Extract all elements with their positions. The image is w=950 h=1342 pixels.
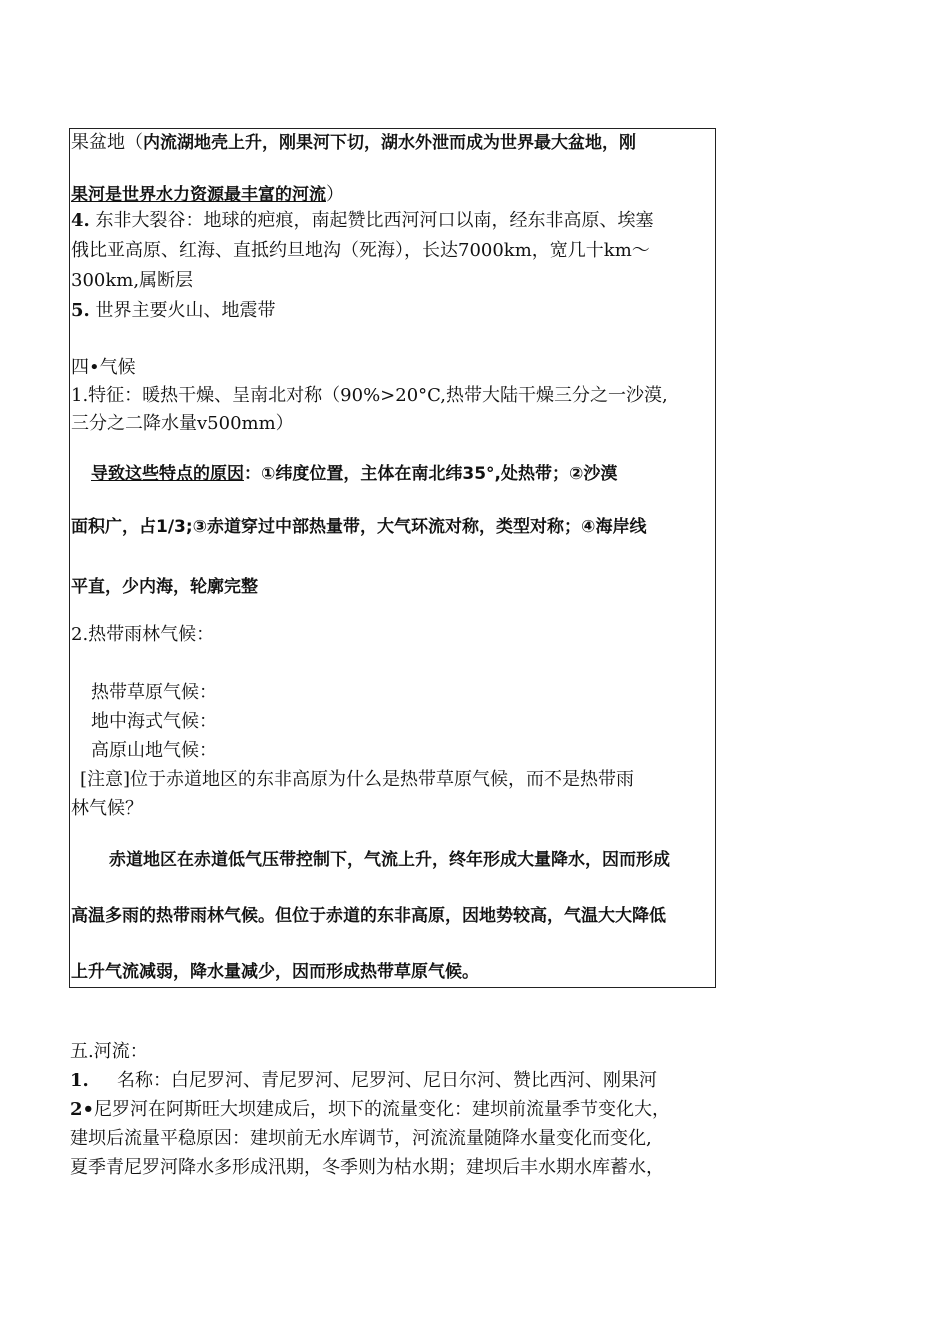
text-line: 夏季青尼罗河降水多形成汛期，冬季则为枯水期；建坝后丰水期水库蓄水，	[70, 1157, 664, 1178]
list-number: 1.	[70, 1070, 89, 1091]
text-line: 地中海式气候：	[91, 711, 217, 732]
text-segment: ）	[326, 184, 344, 205]
list-item	[70, 1097, 670, 1123]
text-line	[71, 182, 344, 208]
underlined-text: 导致这些特点的原因	[91, 464, 244, 484]
text-line: 热带草原气候：	[91, 682, 217, 703]
text-line: [注意]位于赤道地区的东非高原为什么是热带草原气候，而不是热带雨	[80, 769, 635, 790]
text-segment: ：①纬度位置，主体在南北纬35°,处热带；②沙漠	[244, 464, 618, 484]
section-heading: 五.河流：	[70, 1041, 148, 1062]
text-line: 三分之二降水量v500mm）	[71, 413, 294, 434]
text-line: 建坝后流量平稳原因：建坝前无水库调节，河流流量随降水量变化而变化,	[70, 1128, 652, 1149]
section-heading: 四•气候	[71, 357, 136, 378]
text-line: 2.热带雨林气候：	[71, 624, 215, 645]
list-item	[70, 1068, 657, 1094]
text-segment: 东非大裂谷：地球的疤痕，南起赞比西河河口以南，经东非高原、埃塞	[95, 210, 654, 231]
list-number: 4.	[71, 210, 90, 231]
text-segment: 名称：白尼罗河、青尼罗河、尼罗河、尼日尔河、赞比西河、刚果河	[117, 1070, 657, 1091]
underlined-bold-text: 果河是世界水力资源最丰富的河流	[71, 185, 326, 205]
text-line	[91, 461, 617, 487]
list-number: 5.	[71, 300, 90, 321]
list-number: 2•	[70, 1099, 95, 1120]
text-line: 上升气流减弱，降水量减少，因而形成热带草原气候。	[71, 962, 479, 982]
text-line: 高原山地气候：	[91, 740, 217, 761]
text-line: 300km,属断层	[71, 270, 194, 291]
text-segment: 世界主要火山、地震带	[95, 300, 276, 321]
text-line: 1.特征：暖热干燥、呈南北对称（90%>20°C,热带大陆干燥三分之一沙漠,	[71, 385, 668, 406]
list-item	[71, 208, 654, 234]
text-line	[71, 130, 636, 156]
text-line: 俄比亚高原、红海、直抵约旦地沟（死海），长达7000km，宽几十km〜	[71, 240, 650, 261]
text-line: 高温多雨的热带雨林气候。但位于赤道的东非高原，因地势较高，气温大大降低	[71, 906, 666, 926]
bordered-text-box	[69, 128, 716, 988]
text-segment: 尼罗河在阿斯旺大坝建成后，坝下的流量变化：建坝前流量季节变化大，	[94, 1099, 671, 1120]
list-item	[71, 298, 276, 324]
bold-text-segment: 内流湖地壳上升，刚果河下切，湖水外泄而成为世界最大盆地，刚	[143, 133, 636, 153]
text-line: 平直，少内海，轮廓完整	[71, 577, 258, 597]
text-segment: 果盆地（	[71, 132, 143, 153]
text-line: 林气候？	[71, 798, 143, 819]
text-line: 面积广，占1/3;③赤道穿过中部热量带，大气环流对称，类型对称；④海岸线	[71, 517, 647, 537]
text-line: 赤道地区在赤道低气压带控制下，气流上升，终年形成大量降水，因而形成	[109, 850, 670, 870]
